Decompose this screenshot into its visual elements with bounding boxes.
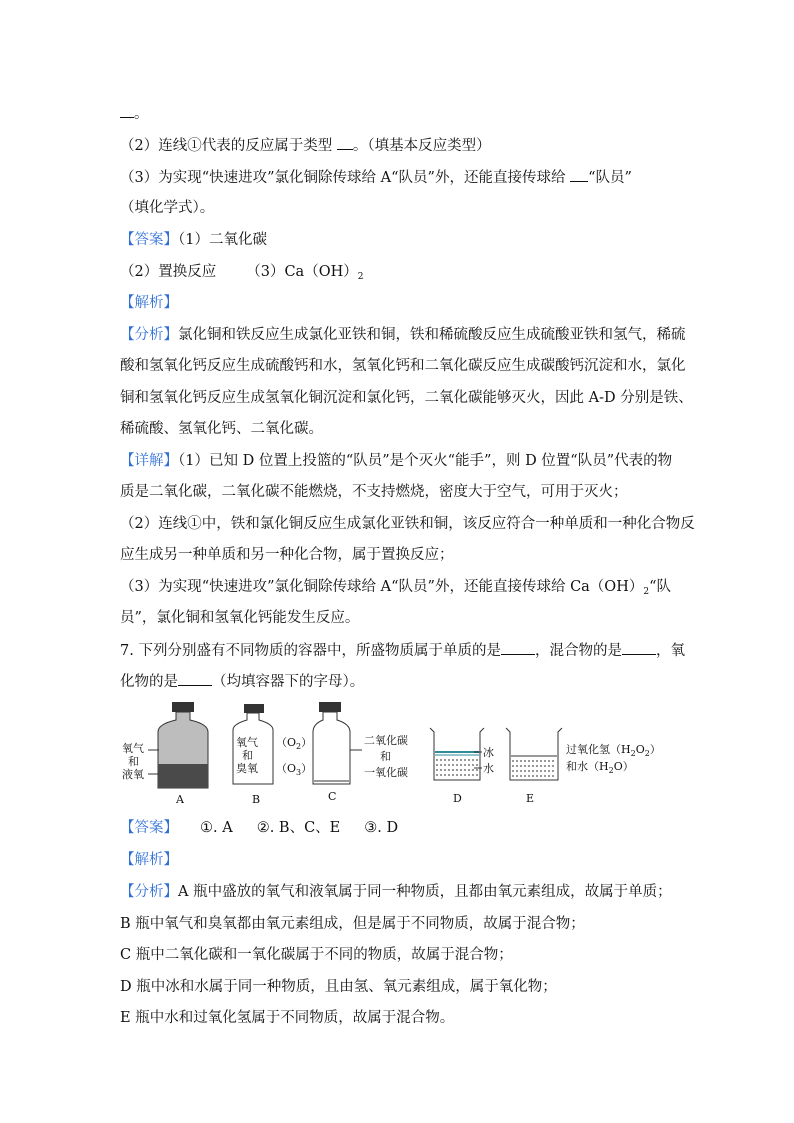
analysis-sub-tag: 【分析】 — [120, 327, 178, 343]
analysis-line-4 — [120, 419, 323, 439]
line-text: （3）为实现“快速进攻”氯化铜除传球给 A“队员”外，还能直接传球给 Ca（OH） — [120, 579, 644, 595]
bottle-b-illustration — [233, 704, 312, 806]
question-7-line-2 — [120, 671, 364, 692]
bottle-a-label-2: 和 — [128, 755, 139, 768]
line-text: ，混合物的是 — [534, 643, 622, 659]
analysis-7-line-3 — [120, 945, 513, 965]
line-text: ②. B、C、E — [256, 820, 341, 836]
line-text: E 瓶中水和过氧化氢属于不同物质，故属于混合物。 — [120, 1010, 455, 1026]
line-text: “队 — [649, 579, 671, 595]
formula-o3: $(O_3)$ — [276, 762, 313, 777]
line-text: （1）二氧化碳 — [178, 232, 267, 248]
line-text: ，氧 — [655, 643, 685, 659]
detail-line-1 — [120, 451, 672, 471]
bottle-b-label-3: 臭氧 — [236, 762, 258, 775]
line-text: 质是二氧化碳，二氧化碳不能燃烧，不支持燃烧，密度大于空气，可用于灭火； — [120, 484, 628, 500]
answer-7-line — [120, 818, 398, 838]
bottle-b-label-2: 和 — [242, 749, 253, 762]
analysis-7-line-4 — [120, 977, 557, 997]
answer-tag: 【答案】 — [120, 232, 178, 248]
bottle-c-illustration — [313, 702, 408, 803]
answer-blank — [570, 167, 588, 182]
line-text: 7. 下列分别盛有不同物质的容器中，所盛物质属于单质的是 — [120, 643, 501, 659]
line-text: 铜和氢氧化钙反应生成氢氧化铜沉淀和氯化钙，二氧化碳能够灭火，因此 A-D 分别是铁、 — [120, 390, 693, 406]
subscript: 2 — [643, 587, 650, 597]
caption-c: C — [328, 790, 337, 803]
caption-a: A — [176, 793, 184, 806]
bottle-a-label-1: 氧气 — [122, 742, 144, 755]
answer-blank — [337, 135, 353, 150]
line-text: 员”，氯化铜和氢氧化钙能发生反应。 — [120, 610, 360, 626]
line-text: 化物的是 — [120, 674, 178, 690]
subscript: 2 — [357, 272, 364, 282]
question-part-2 — [120, 135, 491, 156]
analysis-7-heading — [120, 850, 178, 870]
line-text: B 瓶中氧气和臭氧都由氧元素组成，但是属于不同物质，故属于混合物； — [120, 916, 585, 932]
detail-tag: 【详解】 — [120, 453, 178, 469]
beaker-d-label-2: 水 — [483, 762, 494, 775]
detail-line-6 — [120, 608, 359, 628]
detail-line-3 — [120, 514, 695, 534]
detail-line-5 — [120, 577, 671, 602]
bottle-a-label-3: 液氧 — [122, 768, 144, 781]
analysis-sub-tag: 【分析】 — [120, 884, 178, 900]
containers-figure — [118, 700, 678, 815]
beaker-e-label-1: 过氧化氢$(H_2O_2)$ — [566, 743, 661, 758]
analysis-line-2 — [120, 356, 686, 376]
analysis-heading — [120, 293, 178, 313]
line-text: 。（填基本反应类型） — [352, 138, 491, 154]
answer-blank — [501, 640, 535, 655]
answer-blank — [622, 640, 656, 655]
line-text: ③. D — [364, 820, 399, 836]
bottle-c-label-3: 一氧化碳 — [364, 766, 408, 779]
caption-d: D — [453, 792, 462, 805]
detail-line-4 — [120, 545, 454, 565]
line-text: D 瓶中冰和水属于同一种物质，且由氢、氧元素组成，属于氧化物； — [120, 979, 557, 995]
line-text: （2）连线①中，铁和氯化铜反应生成氯化亚铁和铜，该反应符合一种单质和一种化合物反 — [120, 516, 695, 532]
beaker-e-illustration — [506, 728, 661, 805]
caption-e: E — [526, 792, 535, 805]
beaker-d-illustration — [430, 728, 494, 805]
question-part-3-cont — [120, 198, 214, 218]
bottle-c-label-2: 和 — [380, 750, 391, 763]
line-text: 。 — [134, 106, 149, 122]
line-text: 氯化铜和铁反应生成氯化亚铁和铜，铁和稀硫酸反应生成硫酸亚铁和氢气，稀硫 — [178, 327, 686, 343]
line-text: “队员” — [588, 170, 632, 186]
analysis-line-3 — [120, 388, 693, 408]
line-text: （3）为实现“快速进攻”氯化铜除传球给 A“队员”外，还能直接传球给 — [120, 170, 571, 186]
bottle-c-label-1: 二氧化碳 — [364, 734, 408, 747]
answer-line-1 — [120, 230, 267, 250]
line-text: 应生成另一种单质和另一种化合物，属于置换反应； — [120, 547, 454, 563]
caption-b: B — [252, 793, 261, 806]
detail-line-2 — [120, 482, 628, 502]
analysis-line-1 — [120, 325, 686, 345]
line-text: （2）连线①代表的反应属于类型 — [120, 138, 337, 154]
line-text: （填化学式）。 — [120, 200, 215, 216]
question-part-3 — [120, 167, 632, 188]
answer-tag: 【答案】 — [120, 820, 178, 836]
line-text: （1）已知 D 位置上投篮的“队员”是个灭火“能手”，则 D 位置“队员”代表的物 — [178, 453, 673, 469]
beaker-d-label-1: 冰 — [483, 746, 494, 759]
analysis-tag: 【解析】 — [120, 295, 178, 311]
answer-line-2 — [120, 262, 363, 287]
bottle-b-label-1: 氧气 — [236, 736, 258, 749]
line-text: ①. A — [200, 820, 233, 836]
line-text: 酸和氢氧化钙反应生成硫酸钙和水，氢氧化钙和二氧化碳反应生成碳酸钙沉淀和水，氯化 — [120, 358, 686, 374]
analysis-7-line-5 — [120, 1008, 454, 1028]
line-text: （均填容器下的字母）。 — [212, 674, 365, 690]
answer-blank — [120, 103, 134, 118]
beaker-e-label-2: 和水$(H_2O)$ — [566, 760, 634, 775]
line-text: A 瓶中盛放的氧气和液氧属于同一种物质，且都由氧元素组成，故属于单质； — [178, 884, 672, 900]
formula-o2: $(O_2)$ — [276, 736, 313, 751]
line-text: （3）Ca（OH） — [246, 264, 358, 280]
bottle-a-illustration — [122, 702, 208, 806]
line-text: 稀硫酸、氢氧化钙、二氧化碳。 — [120, 421, 323, 437]
line-text: C 瓶中二氧化碳和一氧化碳属于不同的物质，故属于混合物； — [120, 947, 513, 963]
continued-answer-line — [120, 103, 149, 124]
line-text: （2）置换反应 — [120, 264, 217, 280]
question-7-line-1 — [120, 640, 685, 661]
analysis-7-line-2 — [120, 914, 585, 934]
analysis-tag: 【解析】 — [120, 852, 178, 868]
answer-blank — [178, 671, 212, 686]
analysis-7-line-1 — [120, 882, 672, 902]
